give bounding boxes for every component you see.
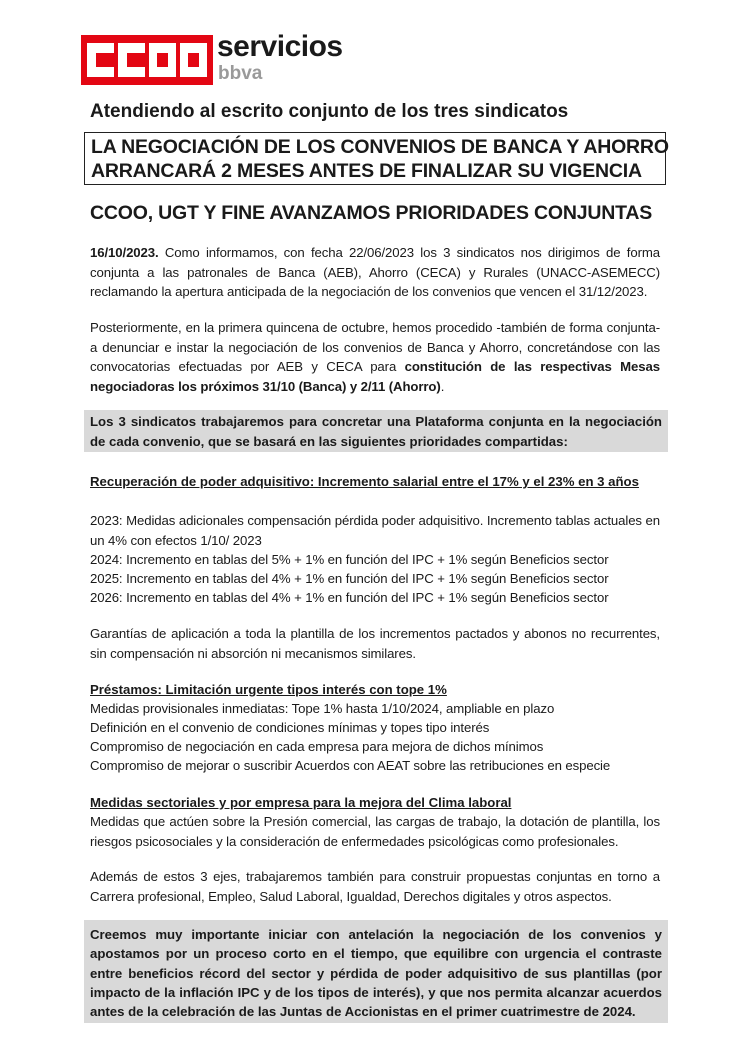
work-climate-paragraph: Medidas que actúen sobre la Presión comercial, las cargas de trabajo, la dotación de plantilla, los riesgos psicosociales y la consideración de enfermedades psicológicas como profesionales.: [90, 814, 660, 849]
main-title-line-2: ARRANCARÁ 2 MESES ANTES DE FINALIZAR SU VIGENCIA: [91, 160, 642, 182]
loans-item: Compromiso de mejorar o suscribir Acuerdos con AEAT sobre las retribuciones en especie: [90, 758, 611, 773]
loans-item: Definición en el convenio de condiciones mínimas y topes tipo interés: [90, 720, 490, 735]
priorities-callout: Los 3 sindicatos trabajaremos para concretar una Plataforma conjunta en la negociación de cada convenio, que se basará en las siguientes prioridades compartidas:: [84, 410, 668, 452]
section-loans-title: Préstamos: Limitación urgente tipos interés con tope 1%: [90, 682, 447, 697]
logo-letter-o: [180, 43, 207, 77]
logo-word-servicios: servicios: [217, 30, 343, 63]
logo-letter-o: [149, 43, 176, 77]
logo-letter-c: [87, 43, 114, 77]
section-work-climate-title: Medidas sectoriales y por empresa para la mejora del Clima laboral: [90, 795, 512, 810]
additional-axes-paragraph: Además de estos 3 ejes, trabajaremos también para construir propuestas conjuntas en torno a Carrera profesional, Empleo, Salud Laboral, Igualdad, Derechos digitales y otros aspectos.: [90, 869, 660, 904]
main-title-line-1: LA NEGOCIACIÓN DE LOS CONVENIOS DE BANCA Y AHORRO: [91, 136, 669, 158]
paragraph-procedure-text: Posteriormente, en la primera quincena de octubre, hemos procedido -también de forma conjunta- a denunciar e instar la negociación de los convenios de Banca y Ahorro, concretándose con las convocatorias efectuadas por AEB y CECA para: [90, 320, 660, 374]
ccoo-logo-mark: [81, 35, 213, 85]
year-2024-measure: 2024: Incremento en tablas del 5% + 1% en función del IPC + 1% según Beneficios sector: [90, 552, 609, 567]
year-2026-measure: 2026: Incremento en tablas del 4% + 1% en función del IPC + 1% según Beneficios sector: [90, 590, 609, 605]
paragraph-procedure-bold: constitución de las respectivas Mesas negociadoras los próximos 31/10 (Banca) y 2/11 (Ahorro): [90, 359, 660, 394]
paragraph-procedure: [90, 318, 660, 396]
logo-letter-c: [118, 43, 145, 77]
loans-item: Medidas provisionales inmediatas: Tope 1% hasta 1/10/2024, ampliable en plazo: [90, 701, 555, 716]
intro-heading: Atendiendo al escrito conjunto de los tres sindicatos: [90, 101, 569, 122]
main-title-box: [84, 132, 669, 185]
paragraph-date: 16/10/2023.: [90, 245, 159, 260]
paragraph-intro: [90, 243, 660, 302]
year-2025-measure: 2025: Incremento en tablas del 4% + 1% en función del IPC + 1% según Beneficios sector: [90, 571, 609, 586]
ccoo-letters: [87, 43, 207, 77]
section-purchasing-power-title: Recuperación de poder adquisitivo: Incremento salarial entre el 17% y el 23% en 3 años: [90, 474, 639, 489]
loans-item: Compromiso de negociación en cada empresa para mejora de dichos mínimos: [90, 739, 544, 754]
paragraph-procedure-end: .: [440, 378, 445, 394]
closing-callout: Creemos muy importante iniciar con antelación la negociación de los convenios y apostamos por un proceso corto en el tiempo, que equilibre con urgencia el contraste entre beneficios récord del sector y pérdida de poder adquisitivo de sus plantillas (por impacto de la inflación IPC y de los tipos de interés), y que nos permita alcanzar acuerdos antes de la celebración de las Juntas de Accionistas en el primer cuatrimestre de 2024.: [84, 920, 668, 1023]
logo-word-bbva: bbva: [218, 63, 263, 84]
subtitle-heading: CCOO, UGT Y FINE AVANZAMOS PRIORIDADES CONJUNTAS: [90, 202, 653, 224]
year-2023-measure: 2023: Medidas adicionales compensación pérdida poder adquisitivo. Incremento tablas actuales en un 4% con efectos 1/10/ 2023: [90, 513, 660, 548]
paragraph-intro-text: Como informamos, con fecha 22/06/2023 los 3 sindicatos nos dirigimos de forma conjunta a las patronales de Banca (AEB), Ahorro (CECA) y Rurales (UNACC-ASEMECC) reclamando la apertura anticipada de la negociación de los convenios que vencen el 31/12/2023.: [90, 245, 660, 299]
guarantees-paragraph: Garantías de aplicación a toda la plantilla de los incrementos pactados y abonos no recurrentes, sin compensación ni absorción ni mecanismos similares.: [90, 626, 660, 661]
ccoo-servicios-logo: [81, 30, 381, 85]
